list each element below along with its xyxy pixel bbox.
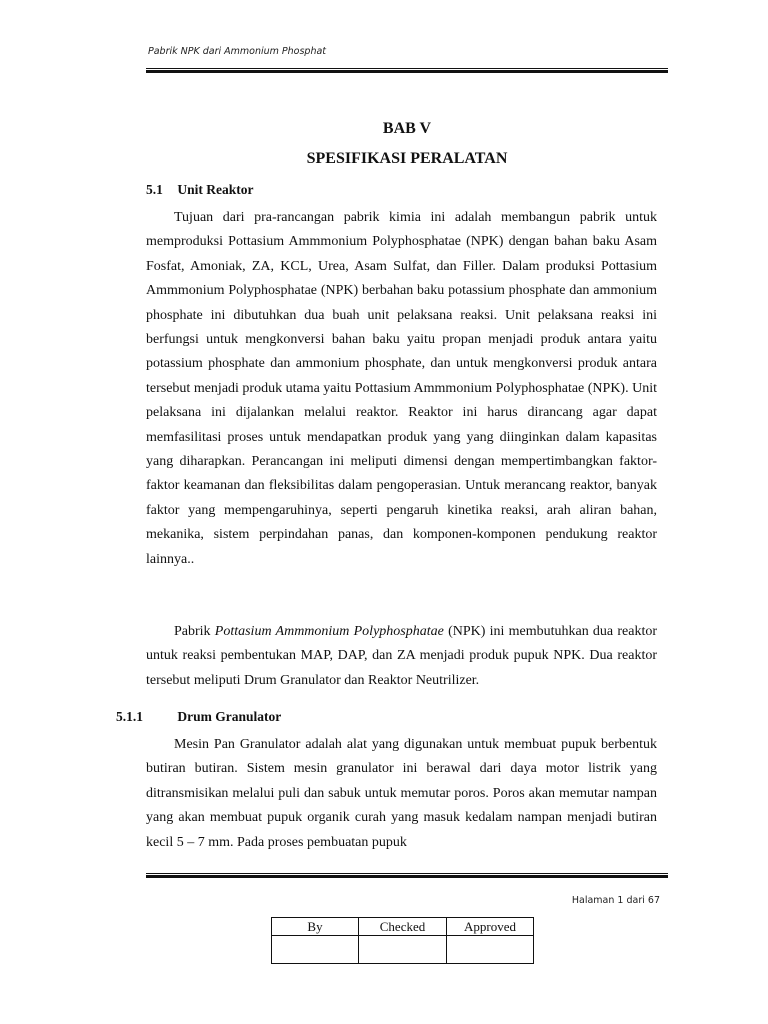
paragraph-reaktor-count <box>146 620 657 693</box>
para-italic-product: Pottasium Ammmonium Polyphosphatae <box>214 624 444 639</box>
approval-signature-row <box>272 936 534 964</box>
chapter-title: SPESIFIKASI PERALATAN <box>306 150 508 167</box>
paragraph-unit-reaktor: Tujuan dari pra-rancangan pabrik kimia ini adalah membangun pabrik untuk memproduksi Pottasium Ammmonium Polyphosphatae (NPK) dengan bahan baku Asam Fosfat, Amoniak, ZA, KCL, Urea, Asam Sulfat, dan Filler. Dalam produksi Pottasium Ammmonium Polyphosphatae (NPK) berbahan baku potassium phosphate dan ammonium phosphate ini dibutuhkan dua buah unit pelaksana reaksi. Unit pelaksana reaksi ini berfungsi untuk mengkonversi bahan baku yaitu propan menjadi produk antara yaitu potassium phosphate dan ammonium phosphate, dan untuk mengkonversi produk antara tersebut menjadi produk utama yaitu Pottasium Ammmonium Polyphosphatae (NPK). Unit pelaksana ini dijalankan melalui reaktor. Reaktor ini harus dirancang agar dapat memfasilitasi proses untuk mendapatkan produk yang yang diinginkan dalam kapasitas yang diharapkan. Perancangan ini meliputi dimensi dengan mempertimbangkan faktor-faktor keamanan dan fleksibilitas dalam pengoperasian. Untuk merancang reaktor, banyak faktor yang mempengaruhinya, seperti pengaruh kinetika reaksi, arah aliran bahan, mekanika, sistem perpindahan panas, dan komponen-komponen pendukung reaktor lainnya.. <box>146 210 657 567</box>
approval-cell-checked <box>359 936 447 964</box>
footer-rule <box>146 873 668 878</box>
section-title: Drum Granulator <box>177 709 282 724</box>
running-header: Pabrik NPK dari Ammonium Phosphat <box>148 46 327 57</box>
para-text-after: (NPK) ini membutuhkan dua reaktor untuk reaksi pembentukan MAP, DAP, dan ZA menjadi produk pupuk NPK. Dua reaktor tersebut meliputi Drum Granulator dan Reaktor Neutrilizer. <box>146 624 657 688</box>
section-number: 5.1.1 <box>116 709 143 724</box>
section-heading-5-1 <box>146 182 254 198</box>
approval-cell-by <box>272 936 359 964</box>
header-rule <box>146 68 668 73</box>
section-title: Unit Reaktor <box>177 182 254 197</box>
page-number: Halaman 1 dari 67 <box>571 895 660 906</box>
approval-header-row <box>272 918 534 936</box>
approval-header-checked: Checked <box>359 918 447 936</box>
approval-cell-approved <box>447 936 534 964</box>
para-text-before: Pabrik <box>174 624 215 639</box>
paragraph-drum-granulator: Mesin Pan Granulator adalah alat yang digunakan untuk membuat pupuk berbentuk butiran butiran. Sistem mesin granulator ini berawal dari daya motor listrik yang ditransmisikan melalui puli dan sabuk untuk memutar poros. Poros akan memutar nampan yang akan membuat pupuk organik curah yang masuk kedalam nampan menjadi butiran kecil 5 – 7 mm. Pada proses pembuatan pupuk <box>146 737 657 850</box>
section-heading-5-1-1 <box>116 709 281 725</box>
section-number: 5.1 <box>146 182 163 197</box>
approval-header-by: By <box>272 918 359 936</box>
chapter-number: BAB V <box>382 120 432 137</box>
approval-header-approved: Approved <box>447 918 534 936</box>
approval-table <box>271 917 534 964</box>
